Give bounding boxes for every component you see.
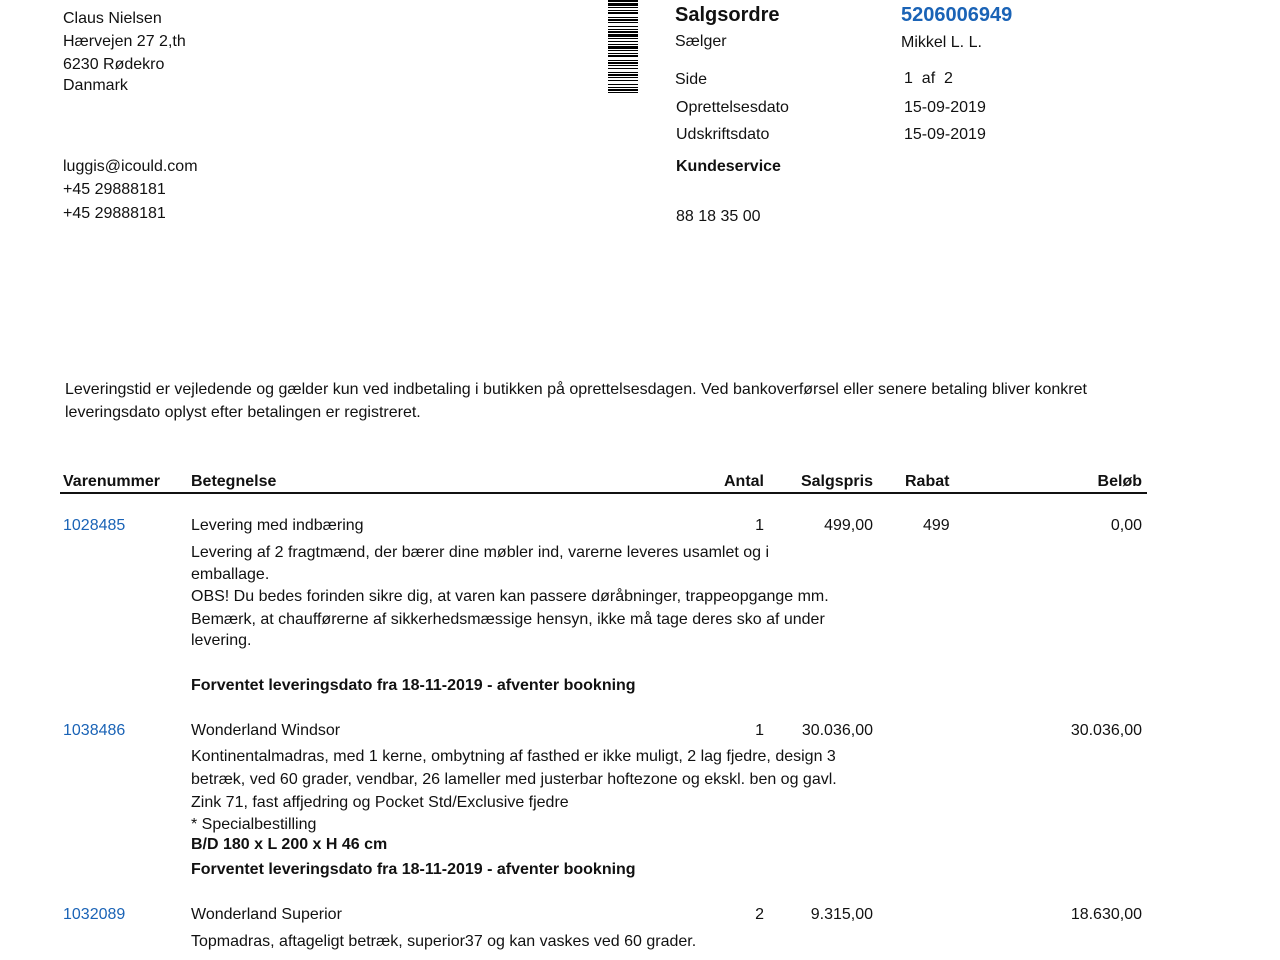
description-line: betræk, ved 60 grader, vendbar, 26 lameller med justerbar hoftezone og ekskl. ben og gavl. [191,771,837,788]
item-size: B/D 180 x L 200 x H 46 cm [191,836,388,853]
item-description [191,930,696,953]
description-line: Bemærk, at chaufførerne af sikkerhedsmæssige hensyn, ikke må tage deres sko af under [191,611,825,628]
item-name: Wonderland Superior [191,906,342,923]
seller-value: Mikkel L. L. [901,34,982,51]
header-rabat: Rabat [905,473,950,490]
description-line: emballage. [191,566,270,583]
description-line: Zink 71, fast affjedring og Pocket Std/Exclusive fjedre [191,794,569,811]
item-number-link[interactable]: 1038486 [63,722,126,739]
description-line: Kontinentalmadras, med 1 kerne, ombytning af fasthed er ikke muligt, 2 lag fjedre, design 3 [191,748,836,765]
customer-contact [63,155,198,225]
delivery-date-note: Forventet leveringsdato fra 18-11-2019 - afventer bookning [191,861,636,878]
customer-phone: +45 29888181 [63,181,166,198]
delivery-notice: Leveringstid er vejledende og gælder kun ved indbetaling i butikken på oprettelsesdagen. Ved bankoverførsel eller senere betaling bliver konkret leveringsdato oplyst efter betalingen er registreret. [65,381,1087,421]
document-title: Salgsordre [675,4,780,26]
customer-name: Claus Nielsen [63,10,162,27]
customer-email: luggis@icould.com [63,158,198,175]
item-name: Levering med indbæring [191,517,364,534]
item-discount: 499 [923,517,950,534]
item-description [191,745,837,836]
customer-address [63,7,186,97]
header-varenummer: Varenummer [63,473,160,490]
item-quantity: 1 [755,722,764,739]
seller-label: Sælger [675,33,727,50]
header-antal: Antal [724,473,764,490]
item-name: Wonderland Windsor [191,722,341,739]
description-line: OBS! Du bedes forinden sikre dig, at varen kan passere døråbninger, trappeopgange mm. [191,588,829,605]
item-price: 30.036,00 [801,722,873,739]
delivery-date-note: Forventet leveringsdato fra 18-11-2019 - afventer bookning [191,677,636,694]
printed-date-label: Udskriftsdato [676,126,770,143]
header-salgspris: Salgspris [800,473,873,490]
order-number: 5206006949 [901,4,1013,26]
item-amount: 0,00 [1110,517,1142,534]
printed-date-value: 15-09-2019 [904,126,986,143]
item-amount: 30.036,00 [1070,722,1142,739]
description-line: * Specialbestilling [191,816,317,833]
customer-street: Hærvejen 27 2,th [63,33,186,50]
barcode-stripe [608,93,638,96]
customer-city: 6230 Rødekro [63,56,165,73]
description-line: Levering af 2 fragtmænd, der bærer dine møbler ind, varerne leveres usamlet og i [191,544,770,561]
item-price: 499,00 [824,517,873,534]
created-date-label: Oprettelsesdato [676,99,789,116]
created-date-value: 15-09-2019 [904,99,986,116]
item-quantity: 1 [755,517,764,534]
item-description [191,541,829,652]
item-number-link[interactable]: 1032089 [63,906,126,923]
header-divider [60,492,1147,494]
customer-country: Danmark [63,77,128,94]
customer-service-phone: 88 18 35 00 [676,208,761,225]
page-label: Side [675,71,708,88]
description-line: Topmadras, aftageligt betræk, superior37 og kan vaskes ved 60 grader. [191,933,697,950]
header-belob: Beløb [1097,473,1142,490]
item-price: 9.315,00 [810,906,873,923]
item-amount: 18.630,00 [1070,906,1142,923]
header-betegnelse: Betegnelse [191,473,277,490]
customer-phone-2: +45 29888181 [63,205,166,222]
barcode-image [608,0,638,208]
customer-service-label: Kundeservice [676,158,781,175]
item-quantity: 2 [755,906,764,923]
description-line: levering. [191,632,252,649]
page-value: 1 af 2 [904,70,953,87]
item-number-link[interactable]: 1028485 [63,517,126,534]
